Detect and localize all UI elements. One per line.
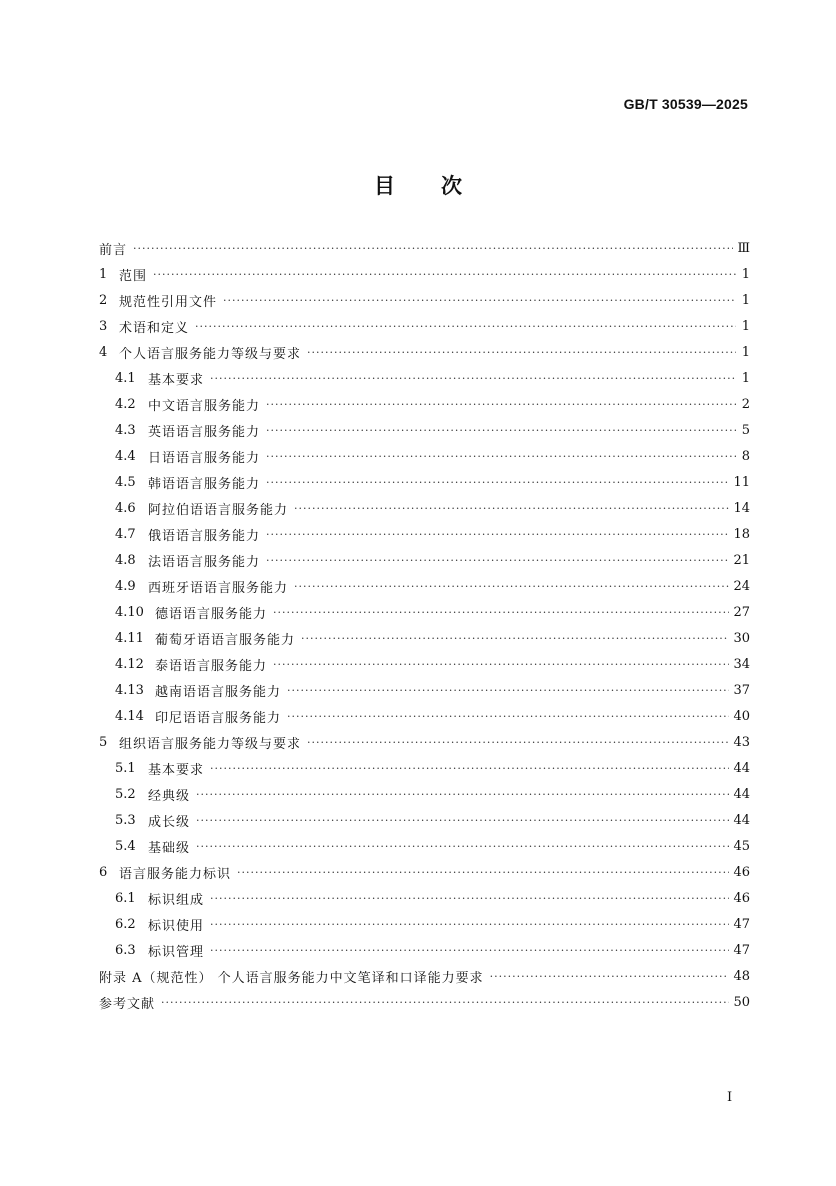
- toc-entry-page: 47: [733, 916, 750, 932]
- toc-entry-number: 1: [99, 266, 108, 282]
- toc-entry[interactable]: [99, 339, 750, 365]
- toc-leader-dots: [307, 736, 729, 749]
- toc-entry-page: 47: [733, 942, 750, 958]
- toc-entry-number: 4.7: [115, 526, 136, 542]
- toc-entry-page: 44: [733, 786, 750, 802]
- toc-entry-page: 1: [741, 266, 750, 282]
- toc-leader-dots: [196, 840, 729, 853]
- toc-entry-label: 德语语言服务能力: [155, 606, 268, 622]
- toc-leader-dots: [210, 918, 729, 931]
- toc-entry-label: 个人语言服务能力等级与要求: [119, 346, 302, 362]
- toc-entry-page: 2: [741, 396, 750, 412]
- toc-entry[interactable]: [99, 703, 750, 729]
- toc-entry-label: 标识使用: [148, 918, 205, 934]
- title-char-2: 次: [441, 174, 462, 198]
- toc-entry-label: 基本要求: [148, 762, 205, 778]
- toc-entry-label: 英语语言服务能力: [148, 424, 261, 440]
- toc-entry[interactable]: [99, 807, 750, 833]
- toc-entry-number: 6.3: [115, 942, 136, 958]
- toc-leader-dots: [307, 346, 736, 359]
- toc-entry-page: 8: [741, 448, 750, 464]
- toc-entry-page: 46: [733, 864, 750, 880]
- toc-entry[interactable]: [99, 469, 750, 495]
- toc-entry[interactable]: [99, 365, 750, 391]
- toc-entry-label: 印尼语语言服务能力: [155, 710, 282, 726]
- toc-entry-number: 4.5: [115, 474, 136, 490]
- toc-entry-page: 18: [733, 526, 750, 542]
- toc-entry-number: 4.2: [115, 396, 136, 412]
- page-number: I: [727, 1090, 733, 1105]
- document-code: GB/T 30539—2025: [623, 96, 748, 112]
- toc-entry-label: 葡萄牙语语言服务能力: [155, 632, 296, 648]
- toc-leader-dots: [266, 398, 736, 411]
- toc-leader-dots: [133, 242, 733, 255]
- toc-leader-dots: [223, 294, 736, 307]
- toc-entry-number: 4.6: [115, 500, 136, 516]
- toc-leader-dots: [210, 372, 736, 385]
- toc-entry-label: 标识组成: [148, 892, 205, 908]
- toc-entry[interactable]: [99, 885, 750, 911]
- toc-entry-label: 规范性引用文件: [119, 294, 218, 310]
- toc-entry[interactable]: [99, 755, 750, 781]
- toc-entry[interactable]: [99, 677, 750, 703]
- toc-entry-page: 1: [741, 318, 750, 334]
- toc-entry[interactable]: [99, 261, 750, 287]
- toc-entry-page: 40: [733, 708, 750, 724]
- toc-entry-number: 4.1: [115, 370, 136, 386]
- page-title: [0, 170, 836, 200]
- toc-entry[interactable]: [99, 573, 750, 599]
- toc-entry-number: 5.1: [115, 760, 136, 776]
- toc-entry-number: 5.4: [115, 838, 136, 854]
- toc-entry-page: 37: [733, 682, 750, 698]
- toc-entry-page: 14: [733, 500, 750, 516]
- toc-entry-label: 附录 A（规范性） 个人语言服务能力中文笔译和口译能力要求: [99, 970, 484, 986]
- toc-entry[interactable]: [99, 313, 750, 339]
- toc-entry-page: 21: [733, 552, 750, 568]
- toc-entry-page: 43: [733, 734, 750, 750]
- toc-entry[interactable]: [99, 599, 750, 625]
- toc-leader-dots: [153, 268, 736, 281]
- toc-entry-label: 法语语言服务能力: [148, 554, 261, 570]
- toc-entry-number: 4.13: [115, 682, 144, 698]
- toc-entry-label: 语言服务能力标识: [119, 866, 232, 882]
- toc-leader-dots: [196, 788, 729, 801]
- toc-entry-number: 6: [99, 864, 108, 880]
- toc-entry-label: 俄语语言服务能力: [148, 528, 261, 544]
- toc-leader-dots: [266, 450, 736, 463]
- toc-entry-number: 4.3: [115, 422, 136, 438]
- toc-leader-dots: [287, 710, 729, 723]
- toc-entry-page: 5: [741, 422, 750, 438]
- toc-entry[interactable]: [99, 287, 750, 313]
- toc-entry-number: 4.9: [115, 578, 136, 594]
- toc-leader-dots: [161, 996, 729, 1009]
- toc-entry-label: 经典级: [148, 788, 191, 804]
- toc-entry-page: 44: [733, 760, 750, 776]
- toc-leader-dots: [294, 502, 729, 515]
- toc-entry-page: 27: [733, 604, 750, 620]
- toc-entry-number: 5.2: [115, 786, 136, 802]
- toc-entry-number: 4.14: [115, 708, 144, 724]
- toc-entry-number: 5: [99, 734, 108, 750]
- toc-entry-page: 48: [733, 968, 750, 984]
- toc-entry[interactable]: [99, 781, 750, 807]
- toc-entry[interactable]: [99, 417, 750, 443]
- table-of-contents: [99, 235, 750, 1015]
- toc-entry-number: 4: [99, 344, 108, 360]
- toc-leader-dots: [210, 944, 729, 957]
- toc-entry-page: 34: [733, 656, 750, 672]
- toc-entry-number: 5.3: [115, 812, 136, 828]
- toc-leader-dots: [294, 580, 729, 593]
- toc-entry-number: 3: [99, 318, 108, 334]
- toc-entry-number: 6.2: [115, 916, 136, 932]
- toc-entry[interactable]: [99, 547, 750, 573]
- toc-entry[interactable]: [99, 859, 750, 885]
- toc-entry-number: 6.1: [115, 890, 136, 906]
- toc-leader-dots: [196, 814, 729, 827]
- toc-entry-label: 中文语言服务能力: [148, 398, 261, 414]
- toc-entry[interactable]: [99, 235, 750, 261]
- toc-entry-page: 11: [733, 474, 750, 490]
- toc-entry[interactable]: [99, 989, 750, 1015]
- toc-leader-dots: [266, 528, 729, 541]
- toc-leader-dots: [266, 554, 729, 567]
- toc-entry[interactable]: [99, 625, 750, 651]
- toc-entry[interactable]: [99, 495, 750, 521]
- toc-entry-page: 24: [733, 578, 750, 594]
- toc-leader-dots: [210, 892, 729, 905]
- toc-entry[interactable]: [99, 833, 750, 859]
- toc-entry-page: 1: [741, 344, 750, 360]
- toc-entry-number: 4.12: [115, 656, 144, 672]
- toc-entry-page: 45: [733, 838, 750, 854]
- toc-entry-label: 西班牙语语言服务能力: [148, 580, 289, 596]
- title-char-1: 目: [374, 174, 395, 198]
- toc-leader-dots: [273, 606, 729, 619]
- toc-entry-label: 泰语语言服务能力: [155, 658, 268, 674]
- toc-entry-label: 术语和定义: [119, 320, 190, 336]
- toc-leader-dots: [195, 320, 736, 333]
- toc-entry-page: 1: [741, 370, 750, 386]
- toc-entry-page: 44: [733, 812, 750, 828]
- toc-entry-page: 46: [733, 890, 750, 906]
- toc-entry[interactable]: [99, 391, 750, 417]
- toc-entry-label: 范围: [119, 268, 148, 284]
- toc-entry-label: 韩语语言服务能力: [148, 476, 261, 492]
- toc-entry-label: 阿拉伯语语言服务能力: [148, 502, 289, 518]
- toc-entry[interactable]: [99, 651, 750, 677]
- toc-entry-label: 参考文献: [99, 996, 156, 1012]
- toc-leader-dots: [490, 970, 730, 983]
- toc-entry[interactable]: [99, 963, 750, 989]
- toc-entry[interactable]: [99, 443, 750, 469]
- toc-entry[interactable]: [99, 521, 750, 547]
- toc-entry-page: 1: [741, 292, 750, 308]
- toc-entry-label: 越南语语言服务能力: [155, 684, 282, 700]
- toc-entry-page: 50: [733, 994, 750, 1010]
- toc-entry-label: 成长级: [148, 814, 191, 830]
- toc-entry-page: 30: [733, 630, 750, 646]
- toc-leader-dots: [287, 684, 729, 697]
- toc-leader-dots: [301, 632, 729, 645]
- toc-entry-number: 4.11: [115, 630, 144, 646]
- toc-entry-label: 基本要求: [148, 372, 205, 388]
- toc-entry-label: 组织语言服务能力等级与要求: [119, 736, 302, 752]
- toc-entry-label: 标识管理: [148, 944, 205, 960]
- toc-leader-dots: [210, 762, 729, 775]
- toc-entry-label: 基础级: [148, 840, 191, 856]
- toc-entry-number: 2: [99, 292, 108, 308]
- toc-entry-label: 日语语言服务能力: [148, 450, 261, 466]
- toc-entry[interactable]: [99, 911, 750, 937]
- toc-entry[interactable]: [99, 937, 750, 963]
- toc-entry-label: 前言: [99, 242, 128, 258]
- toc-leader-dots: [266, 424, 736, 437]
- toc-leader-dots: [237, 866, 729, 879]
- toc-entry-number: 4.10: [115, 604, 144, 620]
- toc-entry-number: 4.4: [115, 448, 136, 464]
- toc-entry-page: Ⅲ: [737, 240, 750, 256]
- toc-entry-number: 4.8: [115, 552, 136, 568]
- toc-leader-dots: [273, 658, 729, 671]
- toc-leader-dots: [266, 476, 729, 489]
- toc-entry[interactable]: [99, 729, 750, 755]
